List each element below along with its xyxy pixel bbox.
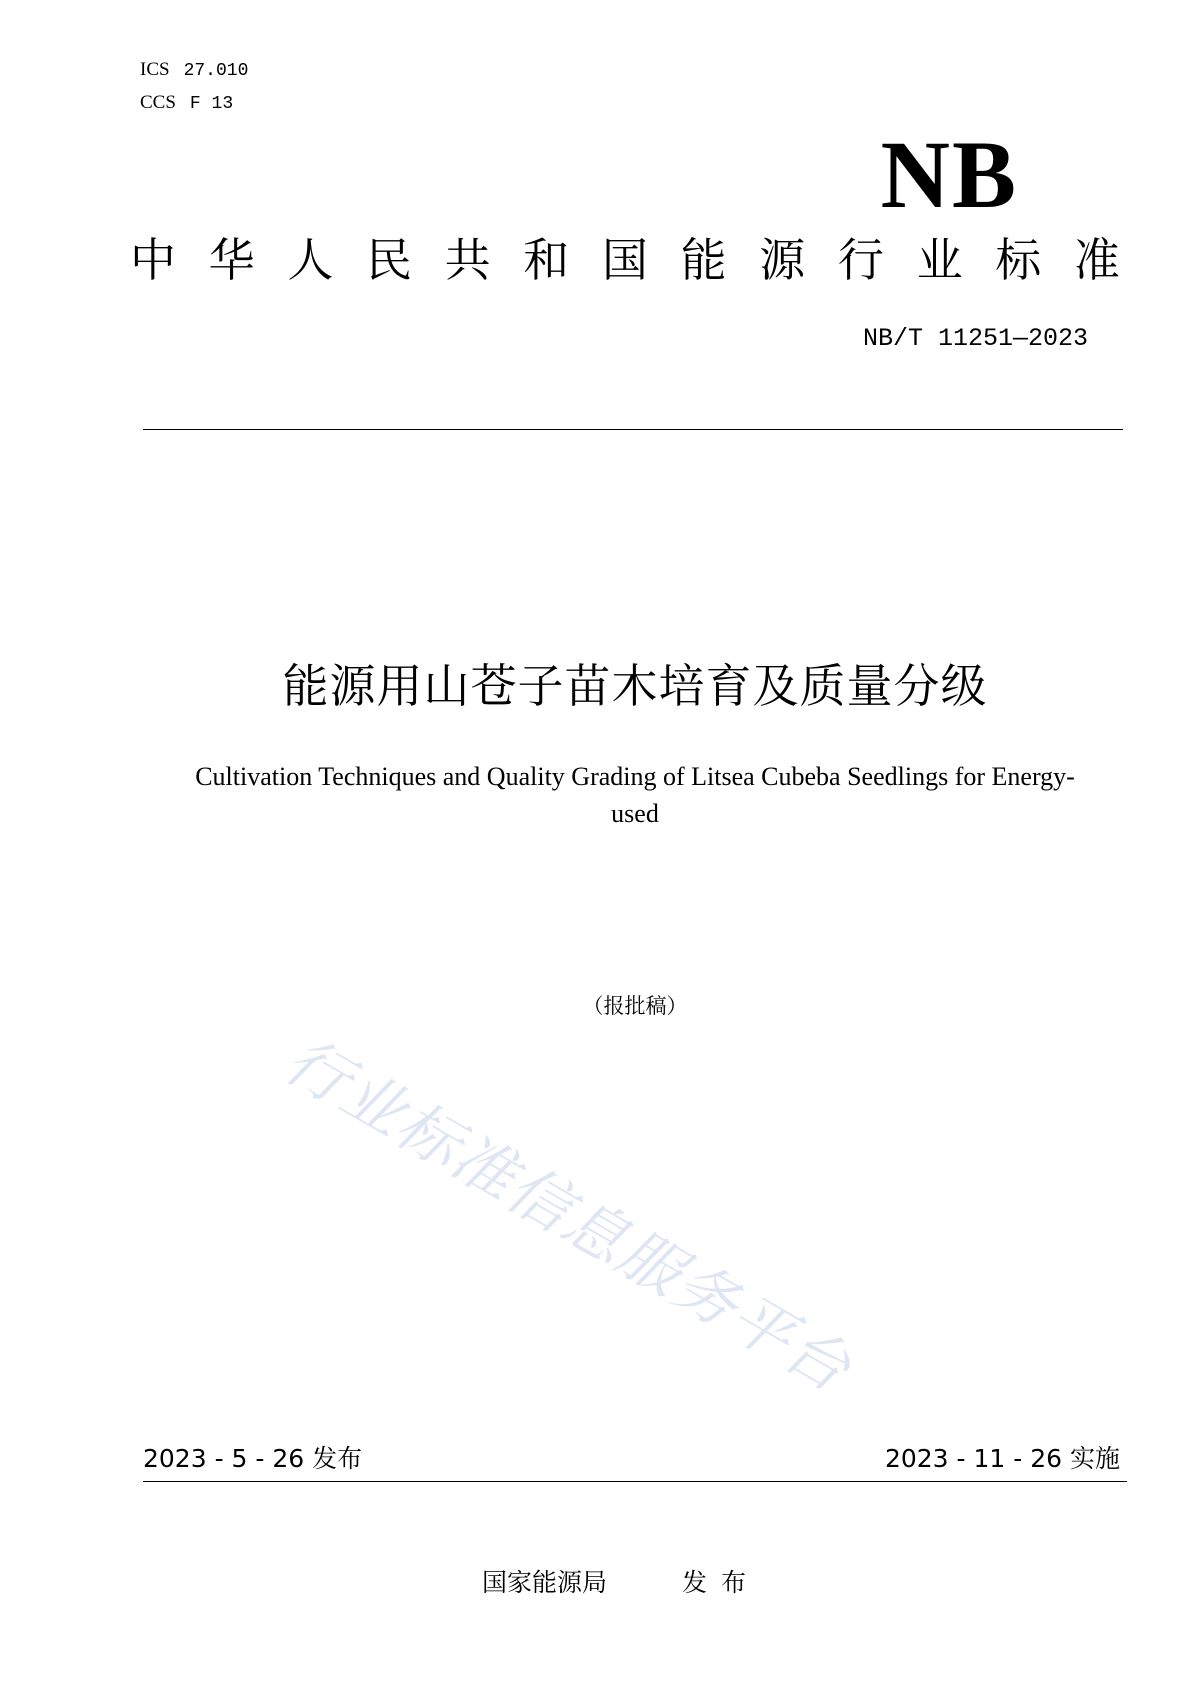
ics-code: 27.010 bbox=[183, 61, 249, 81]
ccs-code: F 13 bbox=[189, 94, 234, 114]
standard-category-char: 行 bbox=[837, 233, 884, 287]
ccs-row bbox=[140, 87, 248, 120]
standard-category-char: 和 bbox=[523, 233, 570, 287]
standard-category-char: 共 bbox=[444, 233, 491, 287]
publish-action: 发布 bbox=[682, 1568, 761, 1597]
standard-category-char: 国 bbox=[601, 233, 648, 287]
standard-category-char: 准 bbox=[1073, 233, 1120, 287]
classification-codes bbox=[140, 54, 248, 120]
title-english: Cultivation Techniques and Quality Grading of Litsea Cubeba Seedlings for Energy-used bbox=[195, 762, 1075, 828]
standard-category bbox=[130, 230, 1120, 290]
draft-status: （报批稿） bbox=[582, 994, 688, 1018]
header-divider bbox=[143, 429, 1123, 430]
footer-divider bbox=[143, 1481, 1127, 1482]
standard-category-char: 标 bbox=[995, 233, 1042, 287]
implementation-date: 2023 - 11 - 26 实施 bbox=[884, 1444, 1120, 1473]
publisher-name: 国家能源局 bbox=[482, 1568, 608, 1597]
nb-logo: NB bbox=[880, 121, 1018, 228]
standard-number: NB/T 11251—2023 bbox=[862, 324, 1088, 353]
standard-category-char: 人 bbox=[287, 233, 334, 287]
ics-row bbox=[140, 54, 248, 87]
standard-category-char: 源 bbox=[759, 233, 806, 287]
ccs-label: CCS bbox=[140, 92, 176, 113]
standard-category-char: 业 bbox=[916, 233, 963, 287]
standard-category-char: 华 bbox=[208, 233, 255, 287]
ics-label: ICS bbox=[140, 59, 170, 80]
watermark: 行业标准信息服务平台 bbox=[273, 1023, 864, 1407]
standard-category-char: 能 bbox=[680, 233, 727, 287]
standard-category-char: 中 bbox=[130, 233, 176, 287]
issue-date: 2023 - 5 - 26 发布 bbox=[143, 1444, 363, 1473]
standard-category-char: 民 bbox=[365, 233, 412, 287]
title-chinese: 能源用山苍子苗木培育及质量分级 bbox=[282, 659, 988, 713]
